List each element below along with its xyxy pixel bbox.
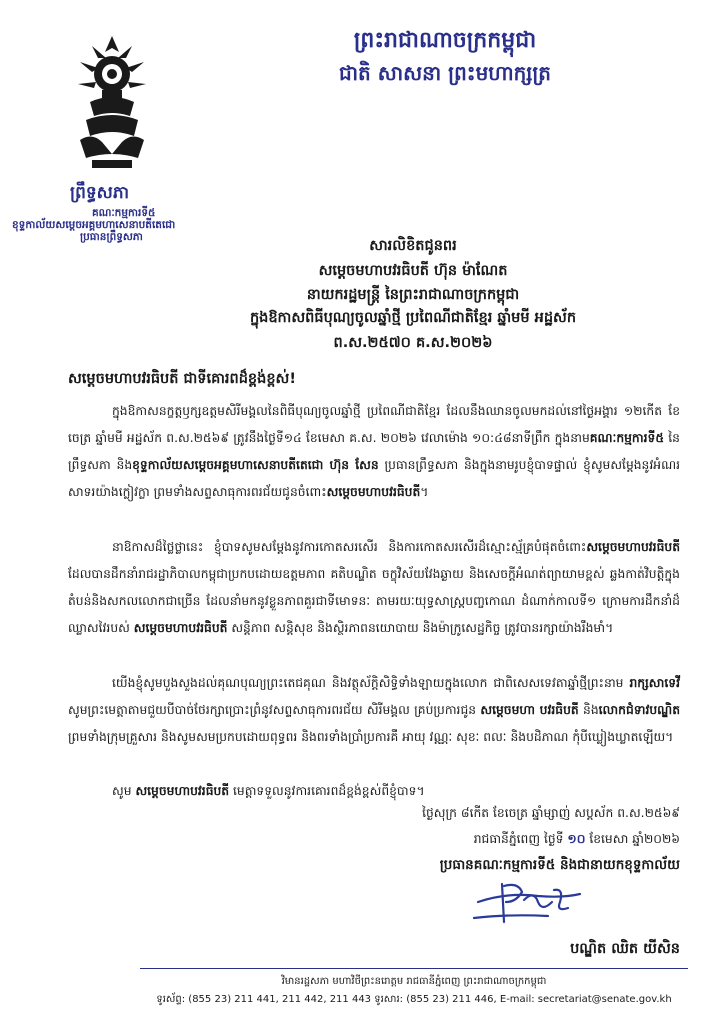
president-title: ប្រធានព្រឹទ្ធសភា	[80, 231, 143, 243]
secretariat-name: ខុទ្ទកាល័យសម្តេចអគ្គមហាសេនាបតីតេជោ	[12, 219, 176, 231]
place-date: រាជធានីភ្នំពេញ ថ្ងៃទី ១០ ខែមេសា ឆ្នាំ២០២៦	[473, 832, 680, 846]
occasion-line: ក្នុងឱកាសពិធីបុណ្យចូលឆ្នាំថ្មី ប្រពៃណីជាតិខ្មែរ ឆ្នាំមមី អដ្ឋស័ក	[249, 310, 577, 326]
footer-address: វិមានរដ្ឋសភា មហាវិថីព្រះនរោត្តម រាជធានីភ្នំពេញ ព្រះរាជាណាចក្រកម្ពុជា	[281, 976, 547, 987]
footer-contact: ទូរស័ព្ទ: (855 23) 211 441, 211 442, 211 443 ទូរសារ: (855 23) 211 446, E-mail: secretariat@senate.gov.kh	[156, 994, 672, 1005]
national-motto: ជាតិ សាសនា ព្រះមហាក្សត្រ	[339, 61, 551, 85]
signer-name: បណ្ឌិត ឈិត យីសិន	[570, 941, 680, 957]
letter-title: សារលិខិតជូនពរ	[369, 238, 457, 254]
occasion-year: ព.ស.២៥៧០ គ.ស.២០២៦	[333, 335, 493, 351]
body-paragraph-2: នាឱកាសដ៏ថ្លៃថ្លានេះ ខ្ញុំបាទសូមសម្តែងនូវការកោតសរសើរ និងការកោតសរសើរដ៏ស្មោះស្ម័គ្របំផុតចំពោះសម្តេចមហាបវរធិបតី ដែលបានដឹកនាំរាជរដ្ឋាភិបាលកម្ពុជាប្រកបដោយឧត្តមភាព គតិបណ្ឌិត ចក្ខុវិស័យវែងឆ្ងាយ និងសេចក្តីអំណត់ព្យាយាមខ្ពស់ ឆ្លងកាត់វិបត្តិក្នុងតំបន់និងសកលលោកជាច្រើន ដែលនាំមកនូវខ្លួនភាពគួរជាទីមោទនៈ តាមរយៈយុទ្ធសាស្ត្របញ្ចកោណ ដំណាក់កាលទី១ ក្រោមការដឹកនាំដ៏ឈ្លាសវៃរបស់ សម្តេចមហាបវរធិបតី សន្តិភាព សន្តិសុខ និងស្ថិរភាពនយោបាយ និងម៉ាក្រូសេដ្ឋកិច្ច ត្រូវបានរក្សាយ៉ាងរឹងមាំ។	[68, 540, 680, 635]
senate-name: ព្រឹទ្ធសភា	[70, 183, 130, 203]
recipient-name: សម្តេចមហាបវរធិបតី ហ៊ុន ម៉ាណែត	[318, 263, 508, 279]
signer-position: ប្រធានគណៈកម្មការទី៥ និងជានាយកខុទ្ទកាល័យ	[439, 857, 680, 873]
body-paragraph-4: សូម សម្តេចមហាបវរធិបតី មេត្តាទទួលនូវការគោរពដ៏ខ្ពង់ខ្ពស់ពីខ្ញុំបាទ។	[112, 784, 425, 798]
salutation: សម្តេចមហាបវរធិបតី ជាទីគោរពដ៏ខ្ពង់ខ្ពស់!	[68, 371, 296, 387]
lunar-date: ថ្ងៃសុក្រ ៨កើត ខែចេត្រ ឆ្នាំម្សាញ់ សប្តស័ក ព.ស.២៥៦៩	[422, 806, 680, 820]
footer-divider	[140, 968, 688, 969]
body-paragraph-3: យើងខ្ញុំសូមបួងសួងដល់គុណបុណ្យព្រះតេជគុណ និងវត្ថុស័ក្តិសិទ្ធិទាំងឡាយក្នុងលោក ជាពិសេសទេវតាឆ្នាំថ្មីព្រះនាម រាក្សសាទេវី សូមព្រះមេត្តាតាមជួយបីបាច់ថែរក្សាប្រោះព្រំនូវសព្ទសាធុការពរជ័យ សិរីមង្គល គ្រប់ប្រការជូន សម្តេចមហា បវរធិបតី និងលោកជំទាវបណ្ឌិត ព្រមទាំងក្រុមគ្រួសារ និងសូមសមប្រកបដោយពុទ្ធពរ និងពរទាំងប្រាំប្រការគឺ អាយុ វណ្ណៈ សុខៈ ពលៈ និងបដិភាណ កុំបីឃ្លៀងឃ្លាតឡើយ។	[68, 676, 680, 744]
senate-emblem-logo	[72, 32, 152, 172]
recipient-position: នាយករដ្ឋមន្ត្រី នៃព្រះរាជាណាចក្រកម្ពុជា	[306, 287, 520, 303]
body-paragraph-1: ក្នុងឱកាសនក្ខត្តឫក្សឧត្តមសិរីមង្គលនៃពិធីបុណ្យចូលឆ្នាំថ្មី ប្រពៃណីជាតិខ្មែរ ដែលនឹងឈានចូលមកដល់នៅថ្ងៃអង្គារ ១២កើត ខែចេត្រ ឆ្នាំមមី អដ្ឋស័ក ព.ស.២៥៦៩ ត្រូវនឹងថ្ងៃទី១៤ ខែមេសា គ.ស. ២០២៦ វេលាម៉ោង ១០:៤៨នាទីព្រឹក ក្នុងនាមគណៈកម្មការទី៥ នៃព្រឹទ្ធសភា និងខុទ្ទកាល័យសម្តេចអគ្គមហាសេនាបតីតេជោ ហ៊ុន សែន ប្រធានព្រឹទ្ធសភា និងក្នុងនាមរូបខ្ញុំបាទផ្ទាល់ ខ្ញុំសូមសម្តែងនូវអំណរសាទរយ៉ាងក្លៀវក្លា ព្រមទាំងសព្ទសាធុការពរជ័យជូនចំពោះសម្តេចមហាបវរធិបតី។	[68, 404, 680, 499]
committee-name: គណៈកម្មការទី៥	[92, 207, 156, 219]
handwritten-signature	[468, 872, 588, 932]
kingdom-heading: ព្រះរាជាណាចក្រកម្ពុជា	[353, 28, 537, 53]
